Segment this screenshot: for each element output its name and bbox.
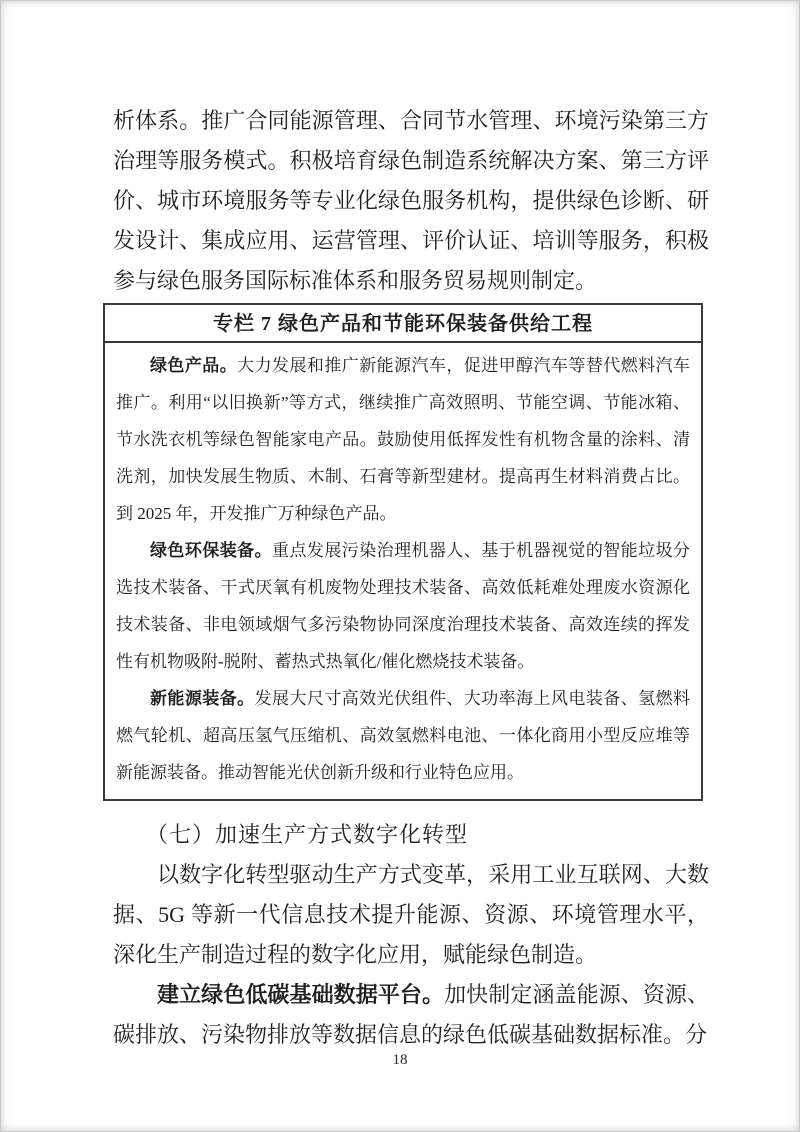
page-number: 18 (392, 1052, 408, 1068)
paragraph-lead: 建立绿色低碳基础数据平台。 (157, 982, 445, 1007)
callout-paragraph-green-products (116, 347, 690, 532)
callout-box (103, 303, 703, 801)
paragraph-text: 以数字化转型驱动生产方式变革，采用工业互联网、大数据、5G 等新一代信息技术提升能源、资源、环境管理水平，深化生产制造过程的数字化应用，赋能绿色制造。 (113, 862, 709, 967)
callout-paragraph-new-energy-equipment (116, 680, 690, 791)
section-paragraph-digital-transform (113, 855, 709, 975)
paragraph-text: 大力发展和推广新能源汽车，促进甲醇汽车等替代燃料汽车推广。利用“以旧换新”等方式，继续推广高效照明、节能空调、节能冰箱、节水洗衣机等绿色智能家电产品。鼓励使用低挥发性有机物含量的涂料、清洗剂，加快发展生物质、木制、石膏等新型建材。提高再生材料消费占比。到 2025 年，开发推广万种绿色产品。 (116, 356, 691, 523)
paragraph-text: 发展大尺寸高效光伏组件、大功率海上风电装备、氢燃料燃气轮机、超高压氢气压缩机、高效氢燃料电池、一体化商用小型反应堆等新能源装备。推动智能光伏创新升级和行业特色应用。 (116, 689, 691, 782)
paragraph-lead: 绿色产品。 (150, 356, 238, 375)
callout-paragraph-green-equipment (116, 532, 690, 680)
page-content (113, 101, 709, 1055)
paragraph-text: 加快制定涵盖能源、资源、碳排放、污染物排放等数据信息的绿色低碳基础数据标准。分 (113, 982, 709, 1047)
callout-box-title: 专栏 7 绿色产品和节能环保装备供给工程 (105, 305, 701, 343)
callout-box-body (105, 343, 701, 799)
intro-paragraph: 析体系。推广合同能源管理、合同节水管理、环境污染第三方治理等服务模式。积极培育绿色制造系统解决方案、第三方评价、城市环境服务等专业化绿色服务机构，提供绿色诊断、研发设计、集成应用、运营管理、评价认证、培训等服务，积极参与绿色服务国际标准体系和服务贸易规则制定。 (113, 108, 709, 293)
section-paragraph-data-platform (113, 975, 709, 1055)
section-heading: （七）加速生产方式数字化转型 (146, 822, 469, 847)
paragraph-lead: 绿色环保装备。 (150, 541, 273, 560)
paragraph-text: 重点发展污染治理机器人、基于机器视觉的智能垃圾分选技术装备、干式厌氧有机废物处理技术装备、高效低耗难处理废水资源化技术装备、非电领域烟气多污染物协同深度治理技术装备、高效连续的挥发性有机物吸附-脱附、蓄热式热氧化/催化燃烧技术装备。 (116, 541, 691, 671)
paragraph-lead: 新能源装备。 (150, 689, 255, 708)
